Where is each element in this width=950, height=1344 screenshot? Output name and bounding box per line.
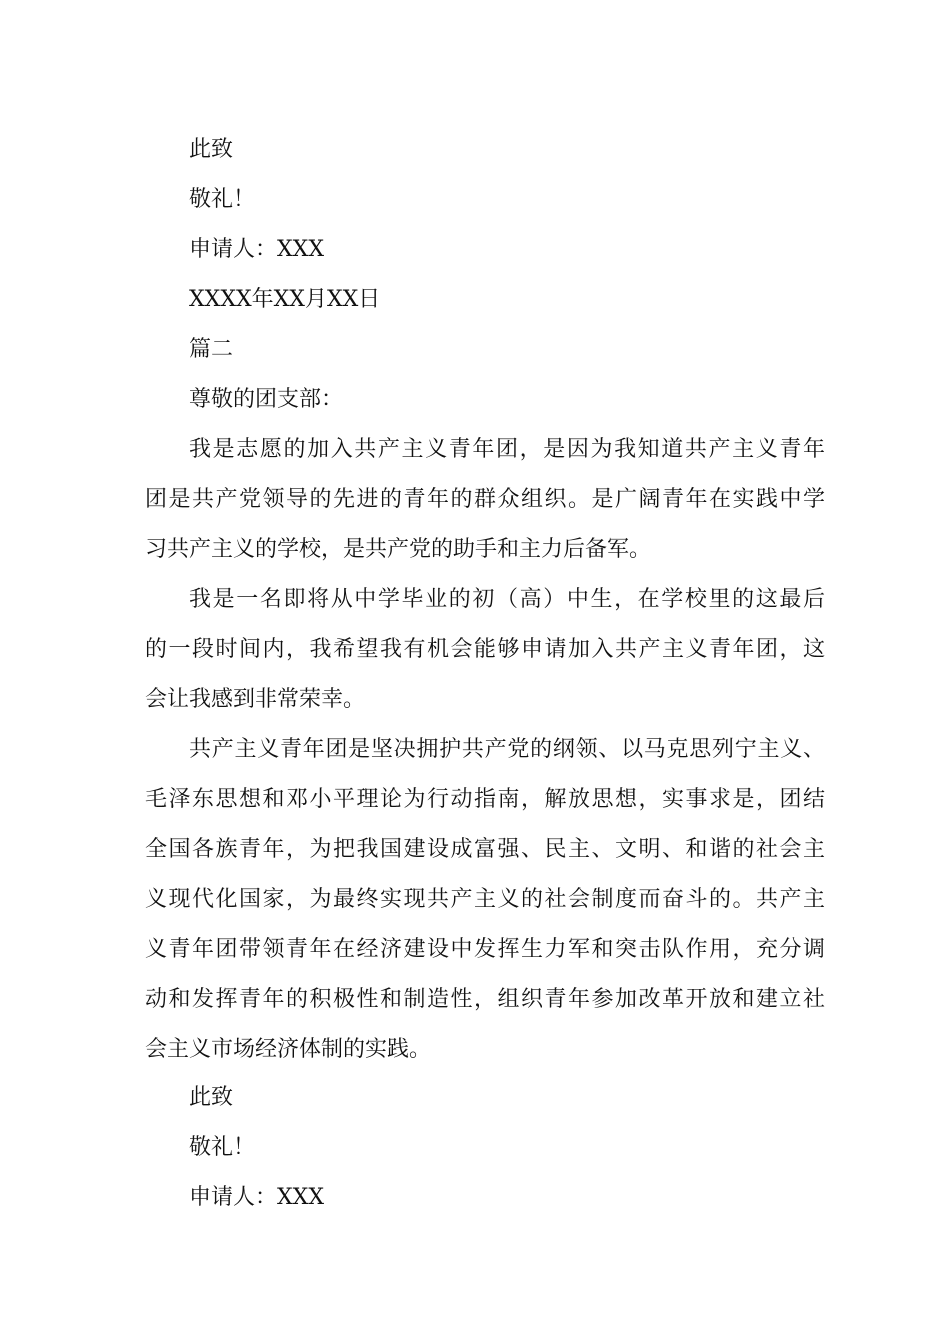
paragraph-2-line: 会让我感到非常荣幸。 xyxy=(145,687,366,712)
paragraph-3-line: 动和发挥青年的积极性和制造性，组织青年参加改革开放和建立社 xyxy=(145,987,825,1012)
letter-date: XXXX年XX月XX日 xyxy=(189,287,381,312)
closing-regards: 敬礼！ xyxy=(189,187,256,212)
paragraph-3-line: 全国各族青年，为把我国建设成富强、民主、文明、和谐的社会主 xyxy=(145,837,825,862)
letter-greeting: 尊敬的团支部： xyxy=(189,387,344,412)
paragraph-2-line: 我是一名即将从中学毕业的初（高）中生，在学校里的这最后 xyxy=(189,587,825,612)
applicant-signature: 申请人：XXX xyxy=(189,237,324,262)
paragraph-1-line: 团是共产党领导的先进的青年的群众组织。是广阔青年在实践中学 xyxy=(145,487,825,512)
paragraph-3-line: 共产主义青年团是坚决拥护共产党的纲领、以马克思列宁主义、 xyxy=(189,737,825,762)
paragraph-3-line: 会主义市场经济体制的实践。 xyxy=(145,1037,432,1062)
paragraph-1-line: 我是志愿的加入共产主义青年团，是因为我知道共产主义青年 xyxy=(189,437,825,462)
closing-regards: 敬礼！ xyxy=(189,1135,256,1160)
closing-phrase: 此致 xyxy=(189,1085,234,1110)
paragraph-1-line: 习共产主义的学校，是共产党的助手和主力后备军。 xyxy=(145,537,652,562)
paragraph-3-line: 义现代化国家，为最终实现共产主义的社会制度而奋斗的。共产主 xyxy=(145,887,825,912)
paragraph-3-line: 毛泽东思想和邓小平理论为行动指南，解放思想，实事求是，团结 xyxy=(145,787,825,812)
closing-phrase: 此致 xyxy=(189,137,234,162)
paragraph-2-line: 的一段时间内，我希望我有机会能够申请加入共产主义青年团，这 xyxy=(145,637,825,662)
paragraph-3-line: 义青年团带领青年在经济建设中发挥生力军和突击队作用，充分调 xyxy=(145,937,825,962)
section-heading: 篇二 xyxy=(189,337,234,362)
applicant-signature: 申请人：XXX xyxy=(189,1185,324,1210)
